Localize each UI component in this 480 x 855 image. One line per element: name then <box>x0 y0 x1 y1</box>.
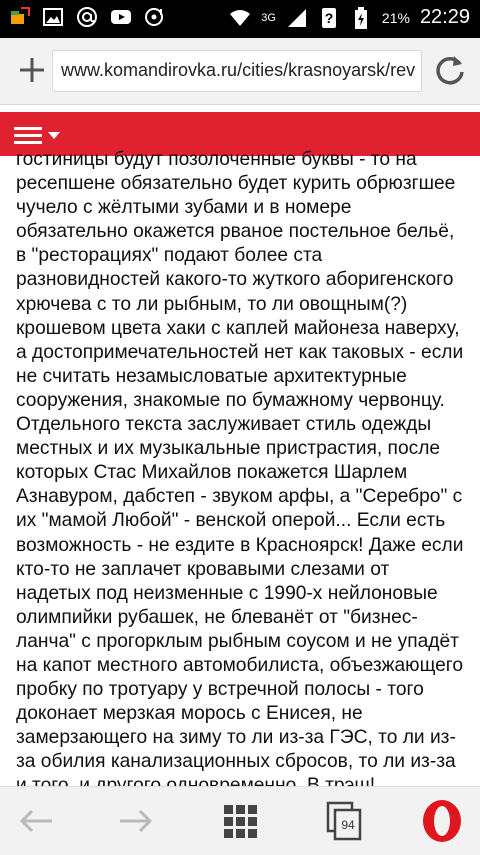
status-bar <box>0 0 480 38</box>
wifi-icon <box>229 7 251 29</box>
signal-icon <box>286 7 308 29</box>
arrow-left-icon <box>16 806 56 836</box>
site-menu-button[interactable] <box>14 122 74 148</box>
url-text[interactable]: www.komandirovka.ru/cities/krasnoyarsk/rev <box>61 60 416 80</box>
address-bar <box>0 38 480 105</box>
url-field[interactable] <box>52 50 422 92</box>
gallery-icon <box>42 6 64 28</box>
opera-logo-icon <box>420 799 464 843</box>
hamburger-icon <box>14 125 42 145</box>
article-paragraph: гостиницы будут позолоченные буквы - то на ресепшене обязательно будет курить обрюзгшее чучело с жёлтыми зубами и в номере обязательно окажется рваное постельное бельё, в "ресторациях" подают более ста разновидностей какого-то жуткого аборигенского хрючева с то ли рыбным, то ли овощным(?) крошевом цвета хаки с каплей майонеза наверху, а достопримечательностей нет как таковых - если не считать незамысловатые архитектурные сооружения, знакомые по бумажному червонцу. Отдельного текста заслуживает стиль одежды местных и их музыкальные пристрастия, после которых Стас Михайлов покажется Шарлем Азнавуром, дабстеп - звуком арфы, а "Серебро" с их "мамой Любой" - венской оперой... Если есть возможность - не ездите в Красноярск! Даже если кто-то не заплачет кровавыми слезами от надетых под неизменные с 1990-х нейлоновые олимпийки рубашек, не блеванёт от "бизнес-ланча" с прогорклым рыбным соусом и не упадёт на капот местного автомобилиста, объезжающего пробку по тротуару у встречной полосы - того доконает мерзкая морось с Енисея, не замерзающего на зиму то ли из-за ГЭС, то ли из-за обилия канализационных сбросов, то ли из-за <box>16 149 464 773</box>
arrow-right-icon <box>116 806 156 836</box>
back-button[interactable] <box>6 795 66 847</box>
battery-charging-icon <box>350 7 372 29</box>
opera-menu-button[interactable] <box>412 795 472 847</box>
reload-icon <box>430 50 470 90</box>
email-icon <box>76 6 98 28</box>
sim-unknown-icon <box>318 7 340 29</box>
chevron-down-icon <box>48 132 60 139</box>
network-type: 3G <box>261 11 276 24</box>
tabs-count: 94 <box>341 818 355 832</box>
reload-button[interactable] <box>430 50 470 90</box>
app-update-icon <box>8 6 30 28</box>
forward-button[interactable] <box>106 795 166 847</box>
battery-percent: 21% <box>381 9 410 26</box>
speed-dial-button[interactable] <box>210 795 270 847</box>
new-tab-button[interactable] <box>14 52 50 88</box>
grid-icon <box>222 803 258 839</box>
plus-icon <box>14 52 50 88</box>
music-disc-icon <box>144 6 166 28</box>
youtube-icon <box>110 6 132 28</box>
browser-bottom-bar <box>0 786 480 855</box>
article-body <box>16 148 468 799</box>
clock: 22:29 <box>419 6 470 28</box>
tabs-button[interactable] <box>314 795 374 847</box>
svg-text:?: ? <box>324 9 334 26</box>
